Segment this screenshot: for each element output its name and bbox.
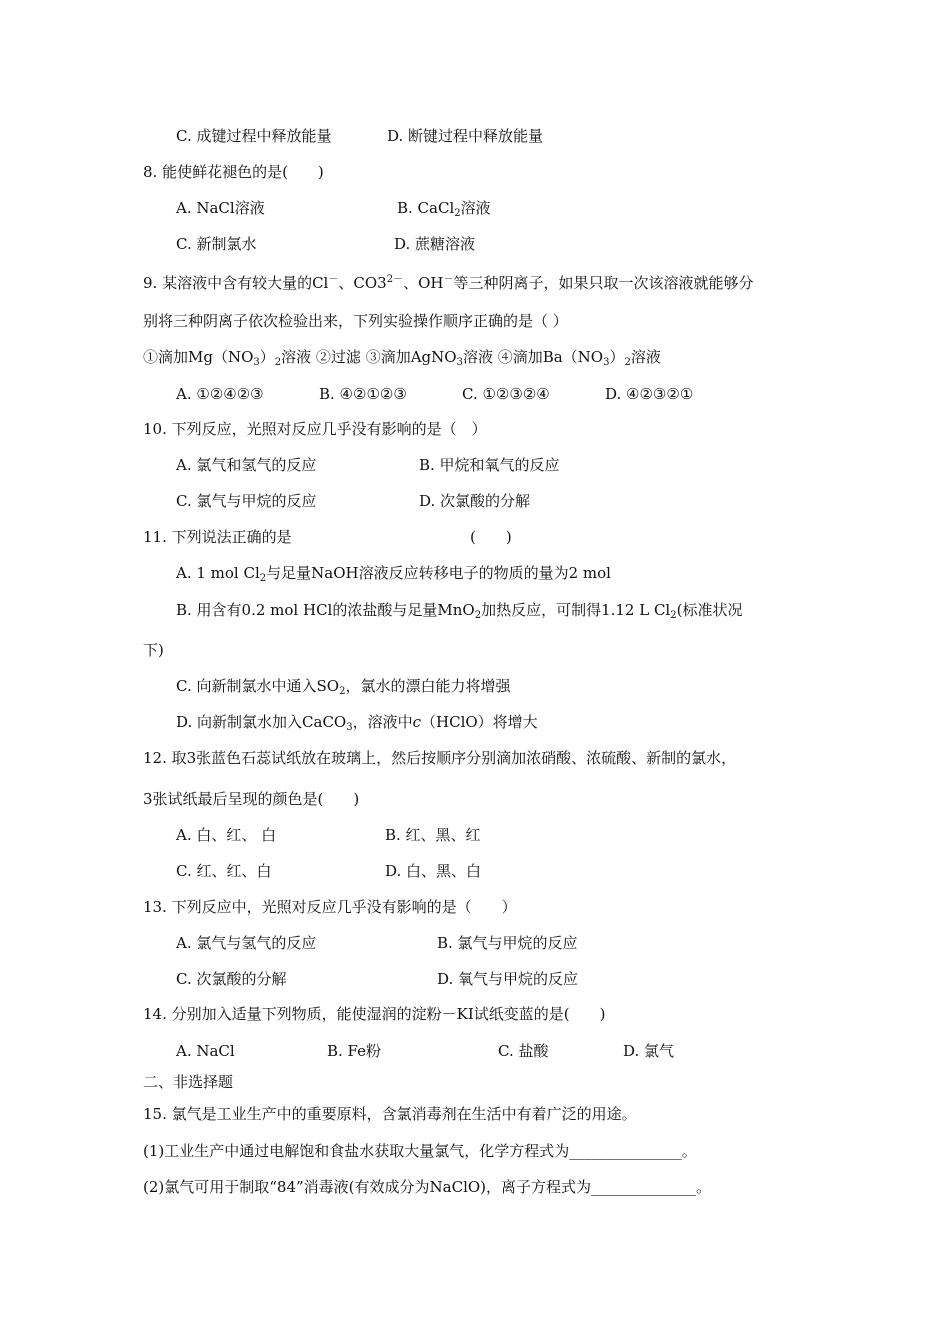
q12-option-c: C. 红、红、白 — [176, 862, 272, 880]
q8-option-c: C. 新制氯水 — [176, 235, 257, 253]
q10-stem: 10. 下列反应，光照对反应几乎没有影响的是（ ） — [143, 420, 487, 438]
q9-option-c: C. ①②③②④ — [462, 385, 550, 403]
q9-operations: ①滴加$Mg(NO_3)_2$溶液 ②过滤 ③滴加AgNO$_3$溶液 ④滴加$Ba(NO_3)_2$溶液 — [143, 348, 661, 368]
q15-part-2: (2)氯气可用于制取“84”消毒液(有效成分为NaClO)，离子方程式为______________。 — [143, 1178, 712, 1196]
q15-stem: 15. 氯气是工业生产中的重要原料，含氯消毒剂在生活中有着广泛的用途。 — [143, 1105, 637, 1123]
q12-option-b: B. 红、黑、红 — [385, 826, 481, 844]
q11-option-d: D. 向新制氯水加入CaCO$_3$，溶液中c（HClO）将增大 — [176, 713, 538, 733]
q13-option-b: B. 氯气与甲烷的反应 — [437, 934, 578, 952]
q8-option-b: B. CaCl$_2$溶液 — [397, 199, 491, 219]
q9-stem-line1: 9. 某溶液中含有较大量的Cl－、$CO3^{2-}$、OH－等三种阴离子，如果只取一次该溶液就能够分 — [143, 274, 754, 292]
q8-option-a: A. NaCl溶液 — [176, 199, 265, 217]
q9-option-a: A. ①②④②③ — [176, 385, 264, 403]
section-heading-nonchoice: 二、非选择题 — [143, 1073, 234, 1091]
q7-option-d: D. 断键过程中释放能量 — [387, 127, 544, 145]
q7-option-c: C. 成键过程中释放能量 — [176, 127, 332, 145]
q9-stem-line2: 别将三种阴离子依次检验出来，下列实验操作顺序正确的是（ ） — [143, 312, 568, 330]
q11-option-c: C. 向新制氯水中通入$SO_2$，氯水的漂白能力将增强 — [176, 677, 511, 697]
q12-option-a: A. 白、红、 白 — [176, 826, 277, 844]
q14-option-d: D. 氯气 — [623, 1042, 675, 1060]
q14-stem: 14. 分别加入适量下列物质，能使湿润的淀粉－KI试纸变蓝的是( ) — [143, 1005, 606, 1023]
q10-option-d: D. 次氯酸的分解 — [419, 492, 531, 510]
q14-option-a: A. NaCl — [176, 1042, 235, 1060]
q13-option-d: D. 氧气与甲烷的反应 — [437, 970, 579, 988]
q15-part-1: (1)工业生产中通过电解饱和食盐水获取大量氯气，化学方程式为_______________。 — [143, 1142, 697, 1160]
q13-stem: 13. 下列反应中，光照对反应几乎没有影响的是（ ） — [143, 898, 517, 916]
q12-stem-line1: 12. 取3张蓝色石蕊试纸放在玻璃上，然后按顺序分别滴加浓硝酸、浓硫酸、新制的氯水， — [143, 749, 737, 767]
q11-stem: 11. 下列说法正确的是 ( ) — [143, 528, 512, 546]
q9-option-d: D. ④②③②① — [605, 385, 694, 403]
q11-answer-paren: ( ) — [470, 528, 512, 546]
q8-option-d: D. 蔗糖溶液 — [394, 235, 476, 253]
q10-option-c: C. 氯气与甲烷的反应 — [176, 492, 317, 510]
q13-option-a: A. 氯气与氢气的反应 — [176, 934, 317, 952]
q14-option-c: C. 盐酸 — [498, 1042, 549, 1060]
q11-option-b: B. 用含有0.2 mol HCl的浓盐酸与足量MnO$_2$加热反应，可制得1.12 L $Cl_2$(标准状况 — [176, 601, 743, 621]
q13-option-c: C. 次氯酸的分解 — [176, 970, 287, 988]
q11-option-a: A. 1 mol $Cl_2$与足量NaOH溶液反应转移电子的物质的量为2 mol — [176, 564, 611, 584]
q11-option-b-continued: 下) — [143, 641, 164, 659]
q12-stem-line2: 3张试纸最后呈现的颜色是( ) — [143, 790, 360, 808]
q10-option-b: B. 甲烷和氧气的反应 — [419, 456, 560, 474]
q12-option-d: D. 白、黑、白 — [385, 862, 482, 880]
q8-stem: 8. 能使鲜花褪色的是( ) — [143, 163, 324, 181]
q9-option-b: B. ④②①②③ — [319, 385, 407, 403]
q10-option-a: A. 氯气和氢气的反应 — [176, 456, 317, 474]
q14-option-b: B. Fe粉 — [327, 1042, 382, 1060]
